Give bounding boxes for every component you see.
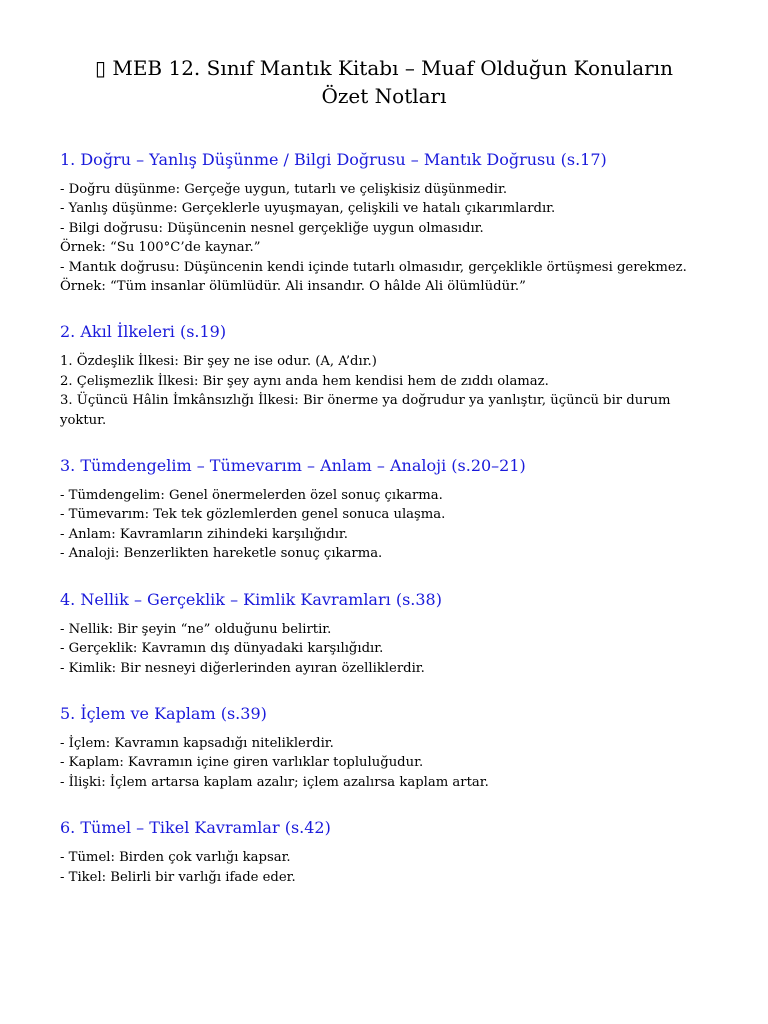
section-line: - Doğru düşünme: Gerçeğe uygun, tutarlı ve çelişkisiz düşünmedir. bbox=[60, 182, 508, 197]
section-5 bbox=[60, 702, 720, 792]
section-line: - İlişki: İçlem artarsa kaplam azalır; içlem azalırsa kaplam artar. bbox=[60, 774, 489, 790]
section-1 bbox=[60, 148, 720, 296]
section-line: - Nellik: Bir şeyin “ne” olduğunu belirtir. bbox=[60, 621, 332, 637]
section-line: - İçlem: Kavramın kapsadığı niteliklerdir. bbox=[60, 735, 334, 751]
section-line: 2. Çelişmezlik İlkesi: Bir şey aynı anda hem kendisi hem de zıddı olamaz. bbox=[60, 373, 549, 389]
section-line: 3. Üçüncü Hâlin İmkânsızlığı İlkesi: Bir önerme ya doğrudur ya yanlıştır, üçüncü bir durum yoktur. bbox=[60, 393, 671, 428]
section-heading: 1. Doğru – Yanlış Düşünme / Bilgi Doğrusu – Mantık Doğrusu (s.17) bbox=[60, 150, 607, 169]
section-3 bbox=[60, 454, 720, 564]
section-line: - Bilgi doğrusu: Düşüncenin nesnel gerçekliğe uygun olmasıdır. bbox=[60, 220, 484, 236]
title-line-1: ▯ MEB 12. Sınıf Mantık Kitabı – Muaf Olduğun Konuların bbox=[94, 56, 673, 80]
section-line: - Analoji: Benzerlikten hareketle sonuç çıkarma. bbox=[60, 546, 383, 562]
section-heading: 3. Tümdengelim – Tümevarım – Anlam – Analoji (s.20–21) bbox=[60, 456, 526, 476]
title-line-2: Özet Notları bbox=[321, 84, 447, 108]
section-line: Örnek: “Tüm insanlar ölümlüdür. Ali insandır. O hâlde Ali ölümlüdür.” bbox=[60, 279, 526, 295]
section-heading: 5. İçlem ve Kaplam (s.39) bbox=[60, 703, 267, 723]
section-line: - Mantık doğrusu: Düşüncenin kendi içinde tutarlı olmasıdır, gerçeklikle örtüşmesi gerekmez. bbox=[60, 259, 687, 275]
page-title bbox=[60, 54, 708, 110]
section-4 bbox=[60, 588, 720, 678]
section-line: - Gerçeklik: Kavramın dış dünyadaki karşılığıdır. bbox=[60, 641, 384, 657]
section-6 bbox=[60, 816, 720, 887]
section-line: - Kaplam: Kavramın içine giren varlıklar topluluğudur. bbox=[60, 755, 424, 771]
section-heading: 6. Tümel – Tikel Kavramlar (s.42) bbox=[60, 818, 331, 838]
sections-container bbox=[60, 148, 720, 911]
section-line: - Kimlik: Bir nesneyi diğerlerinden ayıran özelliklerdir. bbox=[60, 660, 425, 676]
section-line: - Yanlış düşünme: Gerçeklerle uyuşmayan, çelişkili ve hatalı çıkarımlardır. bbox=[60, 201, 556, 217]
section-line: - Tümdengelim: Genel önermelerden özel sonuç çıkarma. bbox=[60, 488, 443, 504]
section-2 bbox=[60, 320, 720, 430]
section-line: - Anlam: Kavramların zihindeki karşılığıdır. bbox=[60, 526, 348, 542]
section-line: - Tümevarım: Tek tek gözlemlerden genel sonuca ulaşma. bbox=[60, 507, 446, 523]
section-heading: 4. Nellik – Gerçeklik – Kimlik Kavramları (s.38) bbox=[60, 589, 442, 609]
section-line: Örnek: “Su 100°C’de kaynar.” bbox=[60, 240, 261, 256]
section-line: - Tikel: Belirli bir varlığı ifade eder. bbox=[60, 869, 296, 885]
section-line: 1. Özdeşlik İlkesi: Bir şey ne ise odur. (A, A’dır.) bbox=[60, 354, 377, 370]
section-line: - Tümel: Birden çok varlığı kapsar. bbox=[60, 850, 291, 866]
section-heading: 2. Akıl İlkeleri (s.19) bbox=[60, 322, 227, 342]
